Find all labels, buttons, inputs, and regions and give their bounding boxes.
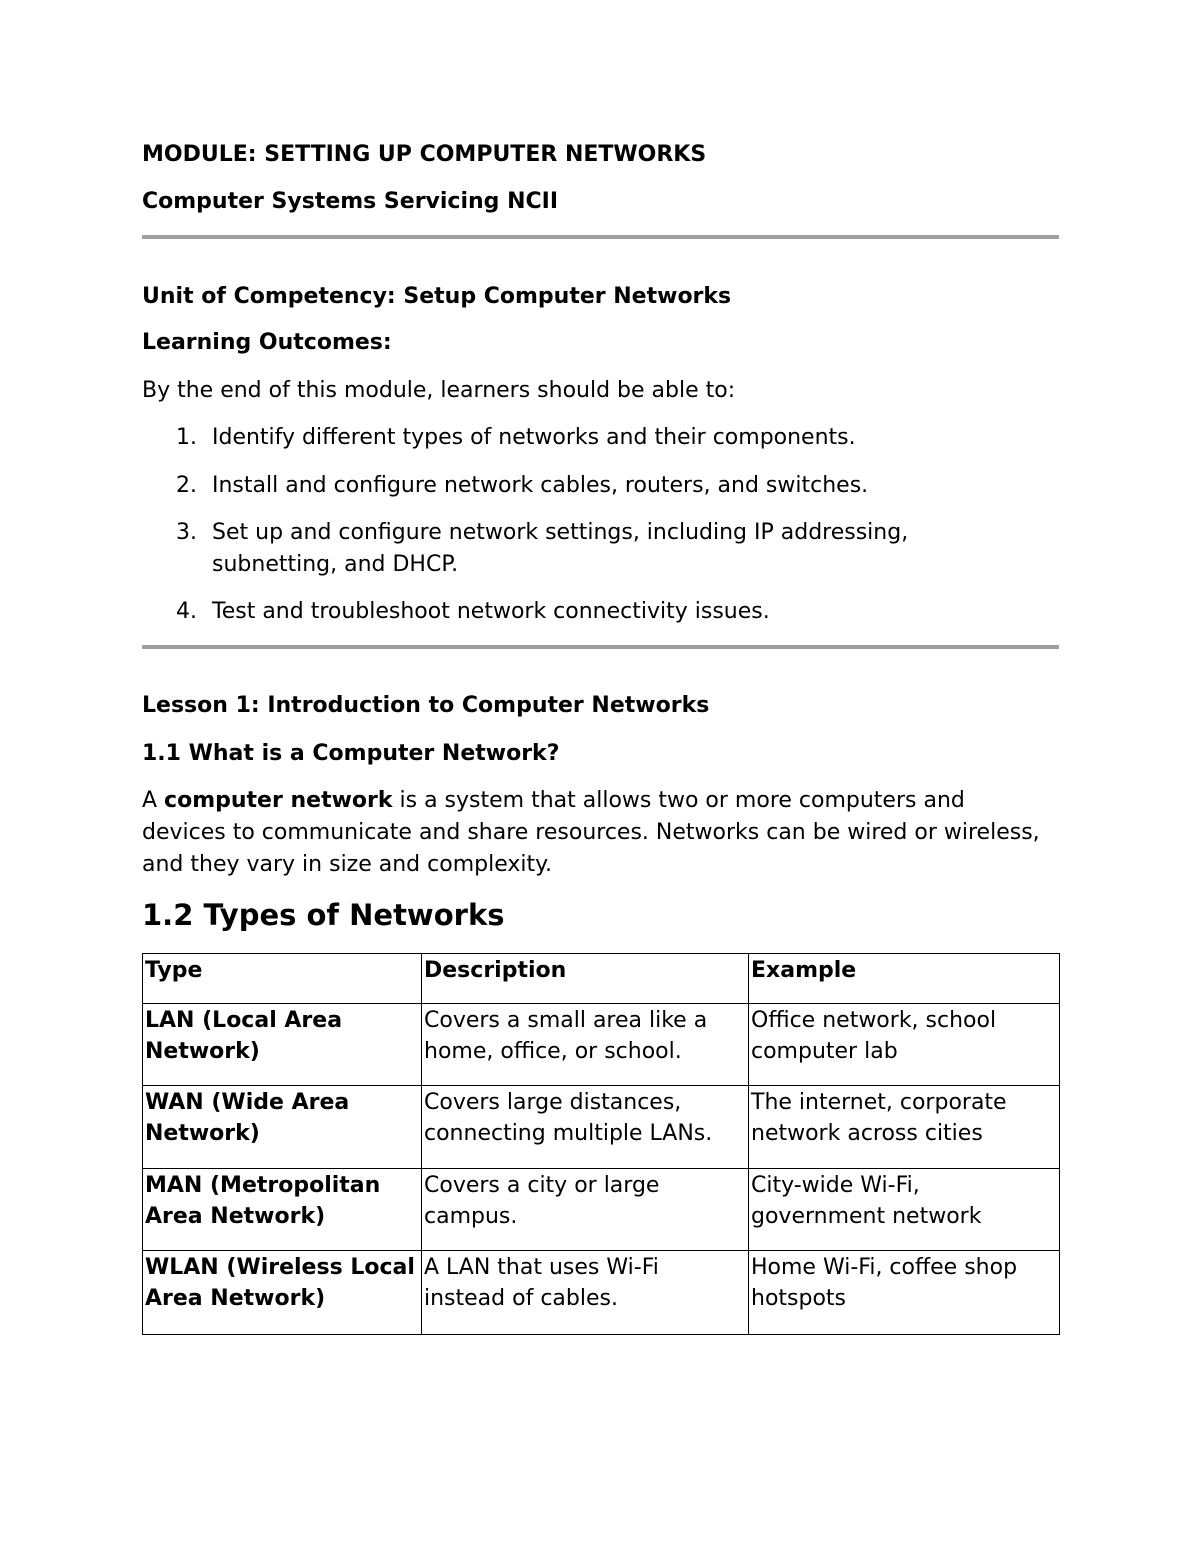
table-header-cell: Example [749,954,1060,1004]
section-1-2-heading: 1.2 Types of Networks [142,898,505,932]
outcome-text: Identify different types of networks and their components. [212,425,856,450]
outcome-item [176,422,1036,454]
table-row [143,1004,1060,1086]
table-row [143,1086,1060,1169]
outcome-item [176,470,1036,502]
network-types-table [142,953,1060,1335]
section-1-1-paragraph [142,785,1042,881]
table-cell-type: MAN (Metropolitan Area Network) [143,1169,422,1251]
outcome-number: 2. [176,473,197,498]
table-cell-description: Covers a city or large campus. [422,1169,749,1251]
outcome-text: Set up and configure network settings, including IP addressing, subnetting, and DHCP. [212,520,909,577]
table-header-cell: Type [143,954,422,1004]
table-cell-type: WAN (Wide Area Network) [143,1086,422,1169]
outcome-number: 4. [176,599,197,624]
outcome-item [176,517,976,581]
module-title: MODULE: SETTING UP COMPUTER NETWORKS [142,142,707,167]
course-title: Computer Systems Servicing NCII [142,189,559,214]
lesson-title: Lesson 1: Introduction to Computer Networks [142,693,710,718]
table-cell-example: The internet, corporate network across cities [749,1086,1060,1169]
outcome-text: Install and configure network cables, routers, and switches. [212,473,869,498]
table-cell-example: City-wide Wi-Fi, government network [749,1169,1060,1251]
table-cell-type: LAN (Local Area Network) [143,1004,422,1086]
learning-outcomes-heading: Learning Outcomes: [142,330,392,355]
table-row [143,1251,1060,1335]
learning-outcomes-intro: By the end of this module, learners should be able to: [142,378,736,403]
outcome-text: Test and troubleshoot network connectivity issues. [212,599,770,624]
unit-of-competency: Unit of Competency: Setup Computer Networks [142,284,732,309]
table-cell-description: Covers a small area like a home, office, or school. [422,1004,749,1086]
divider-top [142,235,1059,239]
table-header-cell: Description [422,954,749,1004]
paragraph-term: computer network [164,788,393,813]
paragraph-prefix: A [142,788,165,813]
divider-middle [142,645,1059,649]
outcome-item [176,596,1036,628]
table-cell-example: Office network, school computer lab [749,1004,1060,1086]
paragraph-body: is a system that allows two or more computers and devices to communicate and share resources. Networks can be wired or wireless, and they vary in size and complexity. [142,788,1040,877]
table-header-row [143,954,1060,1004]
table-cell-example: Home Wi-Fi, coffee shop hotspots [749,1251,1060,1335]
table-cell-type: WLAN (Wireless Local Area Network) [143,1251,422,1335]
table-row [143,1169,1060,1251]
section-1-1-heading: 1.1 What is a Computer Network? [142,741,560,766]
outcome-number: 3. [176,520,197,545]
table-cell-description: A LAN that uses Wi-Fi instead of cables. [422,1251,749,1335]
outcome-number: 1. [176,425,197,450]
table-cell-description: Covers large distances, connecting multiple LANs. [422,1086,749,1169]
